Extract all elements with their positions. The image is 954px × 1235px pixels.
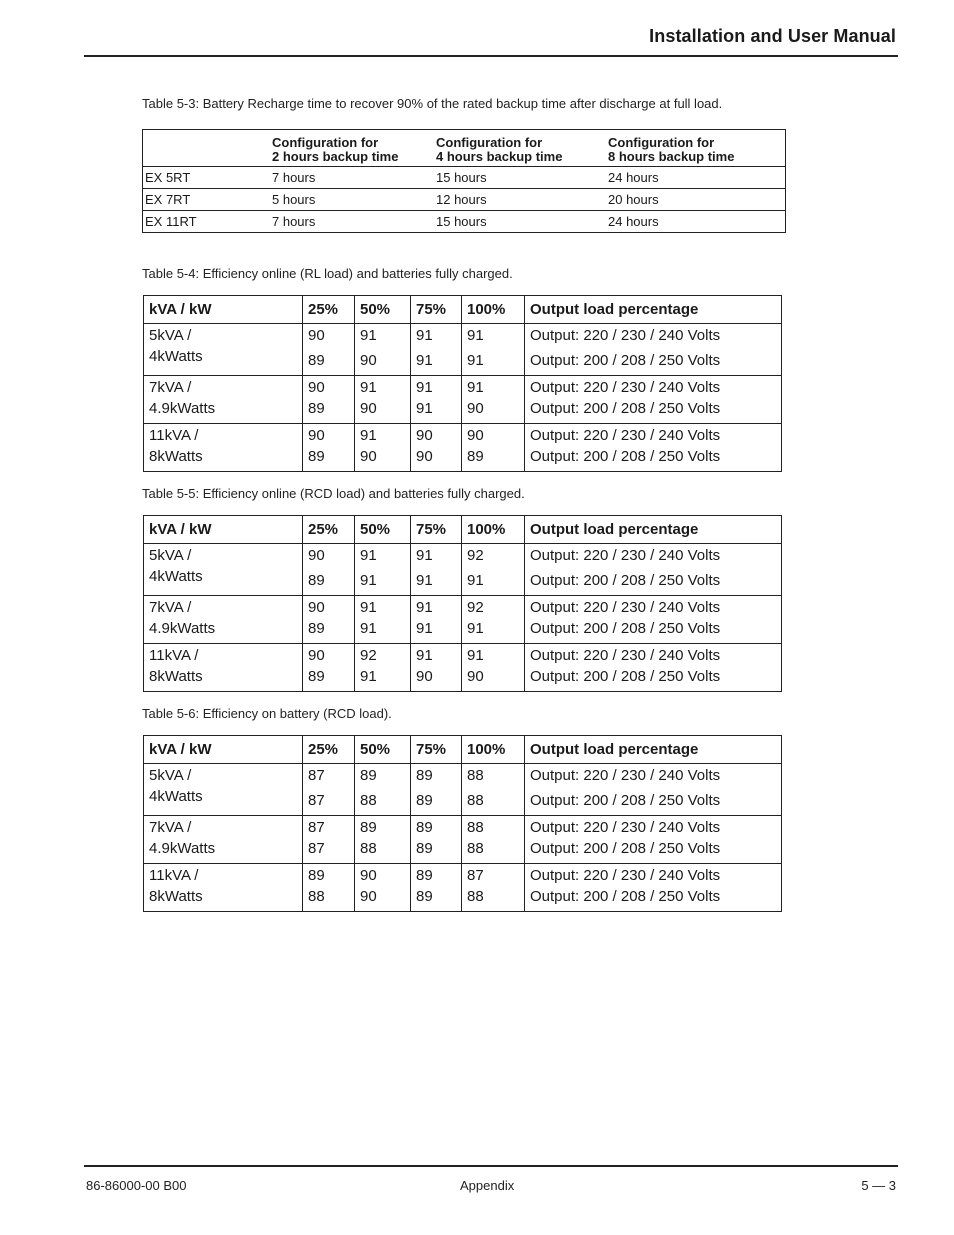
footer-divider [84, 1165, 898, 1167]
value-cell: 89 88 [355, 764, 411, 816]
value-cell: 92 91 [462, 544, 525, 596]
value-cell: 90 89 [303, 376, 355, 424]
table-row [143, 189, 786, 211]
value-cell: 91 91 [411, 324, 462, 376]
value-cell: 91 91 [411, 376, 462, 424]
value-cell: 5 hours [272, 192, 316, 207]
header-cell-2h: Configuration for 2 hours backup time [272, 135, 399, 164]
output-cell: Output: 220 / 230 / 240 Volts Output: 200 / 208 / 250 Volts [525, 864, 782, 912]
header-cell: 25% [303, 516, 355, 544]
value-cell: 91 90 [411, 644, 462, 692]
value-cell: 90 89 [303, 544, 355, 596]
model-cell: 11kVA / 8kWatts [144, 424, 303, 472]
table-header-row [144, 516, 782, 544]
value-cell: 92 91 [462, 596, 525, 644]
value-cell: 91 91 [411, 544, 462, 596]
table-row [143, 211, 786, 233]
footer-doc-number: 86-86000-00 B00 [86, 1178, 187, 1193]
header-cell: 75% [411, 296, 462, 324]
output-cell: Output: 220 / 230 / 240 Volts Output: 200 / 208 / 250 Volts [525, 596, 782, 644]
value-cell: 89 88 [303, 864, 355, 912]
header-cell: Output load percentage [525, 296, 782, 324]
value-cell: 24 hours [608, 170, 659, 185]
table-5-5-caption: Table 5-5: Efficiency online (RCD load) and batteries fully charged. [142, 486, 525, 501]
header-cell: 50% [355, 516, 411, 544]
value-cell: 90 90 [355, 864, 411, 912]
table-5-5-efficiency-rcd [143, 515, 782, 692]
value-cell: 87 88 [462, 864, 525, 912]
table-5-3-caption: Table 5-3: Battery Recharge time to recover 90% of the rated backup time after discharge at full load. [142, 96, 723, 111]
table-row [144, 544, 782, 596]
model-cell: EX 5RT [145, 170, 191, 185]
header-cell: Output load percentage [525, 516, 782, 544]
header-cell: 100% [462, 516, 525, 544]
table-5-6-efficiency-battery [143, 735, 782, 912]
table-row [144, 324, 782, 376]
value-cell: 91 91 [355, 596, 411, 644]
footer-section: Appendix [460, 1178, 515, 1193]
header-cell-model [143, 130, 273, 167]
header-divider [84, 55, 898, 57]
header-cell: kVA / kW [144, 296, 303, 324]
value-cell: 91 91 [462, 324, 525, 376]
value-cell: 89 89 [411, 816, 462, 864]
value-cell: 88 88 [462, 764, 525, 816]
header-cell: 50% [355, 296, 411, 324]
value-cell: 92 91 [355, 644, 411, 692]
value-cell: 91 90 [462, 644, 525, 692]
table-header-row [143, 130, 786, 167]
header-cell-4h: Configuration for 4 hours backup time [436, 135, 563, 164]
value-cell: 91 90 [355, 324, 411, 376]
output-cell: Output: 220 / 230 / 240 Volts Output: 200 / 208 / 250 Volts [525, 816, 782, 864]
table-5-4-efficiency-rl [143, 295, 782, 472]
value-cell: 89 89 [411, 864, 462, 912]
table-row [144, 816, 782, 864]
model-cell: 7kVA / 4.9kWatts [144, 596, 303, 644]
header-cell: Output load percentage [525, 736, 782, 764]
value-cell: 91 91 [355, 544, 411, 596]
value-cell: 7 hours [272, 214, 316, 229]
value-cell: 12 hours [436, 192, 487, 207]
header-cell: 75% [411, 516, 462, 544]
value-cell: 91 90 [462, 376, 525, 424]
table-5-3-recharge-time [142, 129, 786, 233]
model-cell: 5kVA / 4kWatts [144, 324, 303, 376]
value-cell: 89 88 [355, 816, 411, 864]
value-cell: 91 90 [355, 424, 411, 472]
output-cell: Output: 220 / 230 / 240 Volts Output: 200 / 208 / 250 Volts [525, 376, 782, 424]
model-cell: 11kVA / 8kWatts [144, 864, 303, 912]
model-cell: 7kVA / 4.9kWatts [144, 376, 303, 424]
value-cell: 90 89 [303, 324, 355, 376]
output-cell: Output: 220 / 230 / 240 Volts Output: 200 / 208 / 250 Volts [525, 424, 782, 472]
value-cell: 87 87 [303, 764, 355, 816]
table-row [144, 644, 782, 692]
output-cell: Output: 220 / 230 / 240 Volts Output: 200 / 208 / 250 Volts [525, 764, 782, 816]
model-cell: 5kVA / 4kWatts [144, 764, 303, 816]
value-cell: 88 88 [462, 816, 525, 864]
output-cell: Output: 220 / 230 / 240 Volts Output: 200 / 208 / 250 Volts [525, 544, 782, 596]
header-cell: 25% [303, 296, 355, 324]
model-cell: 11kVA / 8kWatts [144, 644, 303, 692]
value-cell: 24 hours [608, 214, 659, 229]
value-cell: 7 hours [272, 170, 316, 185]
output-cell: Output: 220 / 230 / 240 Volts Output: 200 / 208 / 250 Volts [525, 644, 782, 692]
footer-page-number: 5 — 3 [861, 1178, 896, 1193]
header-cell: 50% [355, 736, 411, 764]
header-cell: kVA / kW [144, 736, 303, 764]
value-cell: 91 91 [411, 596, 462, 644]
value-cell: 90 89 [462, 424, 525, 472]
value-cell: 91 90 [355, 376, 411, 424]
header-cell-8h: Configuration for 8 hours backup time [608, 135, 735, 164]
value-cell: 89 89 [411, 764, 462, 816]
table-row [144, 596, 782, 644]
value-cell: 90 90 [411, 424, 462, 472]
table-row [144, 424, 782, 472]
header-cell: 100% [462, 736, 525, 764]
value-cell: 15 hours [436, 214, 487, 229]
table-5-4-caption: Table 5-4: Efficiency online (RL load) and batteries fully charged. [142, 266, 513, 281]
table-row [143, 167, 786, 189]
value-cell: 87 87 [303, 816, 355, 864]
value-cell: 90 89 [303, 596, 355, 644]
page-header-title: Installation and User Manual [649, 26, 896, 46]
table-row [144, 764, 782, 816]
table-5-6-caption: Table 5-6: Efficiency on battery (RCD load). [142, 706, 392, 721]
output-cell: Output: 220 / 230 / 240 Volts Output: 200 / 208 / 250 Volts [525, 324, 782, 376]
model-cell: 7kVA / 4.9kWatts [144, 816, 303, 864]
value-cell: 90 89 [303, 424, 355, 472]
model-cell: EX 7RT [145, 192, 191, 207]
value-cell: 90 89 [303, 644, 355, 692]
value-cell: 20 hours [608, 192, 659, 207]
table-row [144, 864, 782, 912]
header-cell: 25% [303, 736, 355, 764]
model-cell: 5kVA / 4kWatts [144, 544, 303, 596]
table-header-row [144, 296, 782, 324]
header-cell: 100% [462, 296, 525, 324]
value-cell: 15 hours [436, 170, 487, 185]
table-header-row [144, 736, 782, 764]
header-cell: 75% [411, 736, 462, 764]
model-cell: EX 11RT [145, 214, 197, 229]
table-row [144, 376, 782, 424]
header-cell: kVA / kW [144, 516, 303, 544]
